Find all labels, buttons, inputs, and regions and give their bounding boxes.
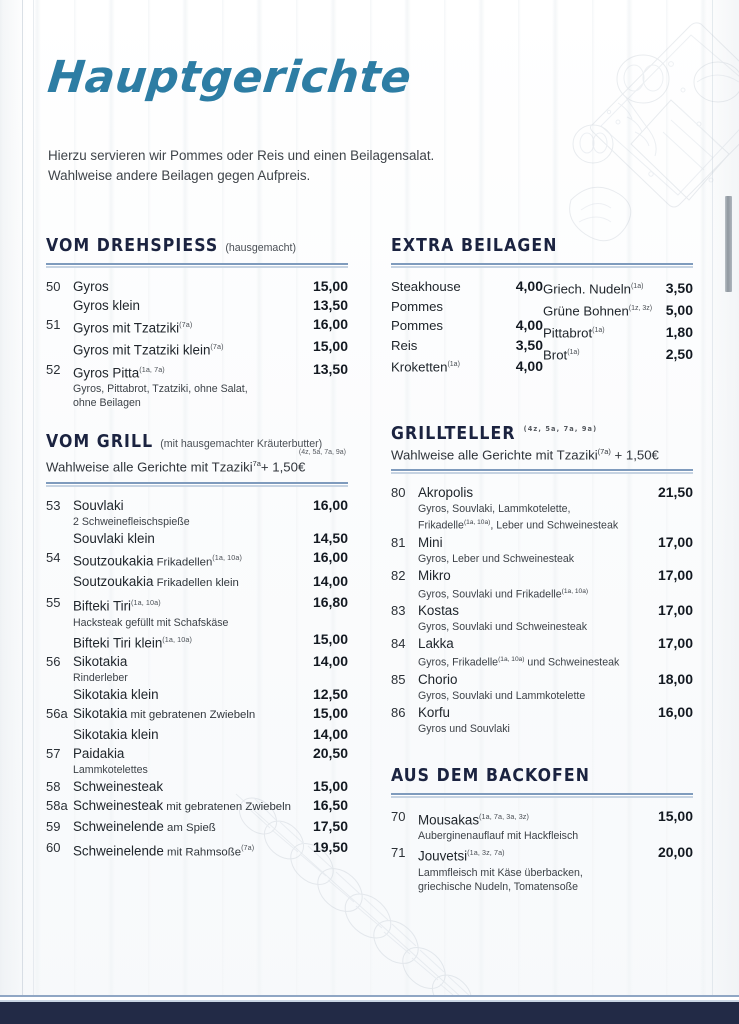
item-price: 20,00	[657, 844, 693, 861]
menu-item-row	[46, 548, 348, 572]
item-price: 17,00	[657, 635, 693, 652]
section-note: (mit hausgemachter Kräuterbutter)	[160, 438, 323, 451]
spacer-cell	[46, 763, 73, 777]
section-divider	[46, 482, 348, 487]
section-tzaziki-note-grillteller	[391, 447, 693, 462]
menu-item-row	[46, 817, 348, 838]
menu-item-row	[391, 703, 693, 722]
menu-items-drehspiess	[46, 277, 348, 410]
menu-item-row	[46, 277, 348, 296]
beilage-row	[391, 316, 543, 336]
menu-item-description-row	[46, 382, 348, 410]
section-aus-dem-backofen	[391, 766, 693, 894]
menu-item-description-row	[391, 620, 693, 634]
tzaziki-note-prefix: Wahlweise alle Gerichte mit Tzaziki	[46, 459, 253, 475]
beilage-name: Brot$^{(1a)}$	[543, 347, 580, 363]
section-note: (hausgemacht)	[225, 242, 296, 254]
item-number: 82	[391, 567, 406, 583]
item-description: Gyros, Souvlaki und Schweinesteak	[418, 621, 587, 634]
beilage-price: 4,00	[515, 317, 543, 333]
section-heading-grillteller	[391, 424, 693, 444]
beilage-row	[543, 321, 693, 343]
item-name: Soutzoukakia Frikadellen$^{(1a, 10a)}$	[73, 552, 242, 569]
item-price: 15,00	[312, 630, 348, 647]
item-price: 15,00	[312, 278, 348, 294]
item-name: Schweinesteak mit gebratenen Zwiebeln	[73, 798, 291, 814]
beilage-row	[391, 336, 543, 356]
item-number	[46, 529, 73, 548]
menu-item-row	[391, 843, 693, 865]
section-vom-grill	[46, 432, 348, 862]
item-price: 15,00	[312, 705, 348, 722]
spacer-cell	[391, 689, 418, 703]
item-price: 17,50	[312, 818, 348, 835]
spacer-cell	[46, 671, 73, 685]
beilage-name: Pommes	[391, 298, 444, 314]
item-price: 18,00	[657, 670, 693, 687]
item-price: 15,00	[312, 338, 348, 355]
menu-item-row	[46, 296, 348, 315]
menu-item-description-row	[391, 866, 693, 894]
menu-items-grill	[46, 496, 348, 863]
item-name: Mikro	[418, 567, 451, 583]
menu-items-backofen	[391, 807, 693, 894]
item-price: 15,00	[657, 807, 693, 824]
section-allergen-note: (4z, 5a, 7a, 9a)	[523, 424, 598, 433]
item-name: Korfu	[418, 704, 451, 720]
menu-item-row	[46, 796, 348, 817]
item-number: 80	[391, 485, 406, 501]
section-heading-backofen	[391, 766, 693, 786]
section-heading-text: VOM DREHSPIESS	[46, 236, 219, 256]
menu-item-row	[46, 777, 348, 796]
item-number: 56	[46, 654, 61, 670]
beilage-price: 3,50	[515, 336, 543, 353]
item-description: Gyros, Souvlaki, Lammkotelette, Frikadelle$^{(1a, 10a)}$, Leber und Schweinesteak	[418, 503, 619, 532]
menu-item-row	[46, 652, 348, 671]
section-divider	[391, 263, 693, 268]
scrollbar-thumb[interactable]	[725, 196, 732, 292]
menu-item-description-row	[391, 653, 693, 670]
item-description: Lammfleisch mit Käse überbacken, griechische Nudeln, Tomatensoße	[418, 866, 583, 893]
section-vom-drehspiess	[46, 236, 348, 410]
spacer-cell	[391, 866, 418, 894]
item-description: Gyros und Souvlaki	[418, 722, 510, 735]
beilage-price: 4,00	[515, 278, 543, 294]
page-edge-line-right	[712, 0, 713, 1024]
item-name: Gyros klein	[73, 298, 140, 313]
menu-item-row	[46, 838, 348, 862]
item-name: Soutzoukakia Frikadellen klein	[73, 574, 239, 590]
item-price: 14,00	[312, 726, 348, 743]
item-number: 55	[46, 595, 61, 611]
item-number	[46, 572, 73, 593]
item-name: Gyros mit Tzatziki$^{(7a)}$	[73, 320, 193, 336]
item-price: 19,50	[312, 839, 348, 856]
spacer-cell	[391, 552, 418, 566]
tzaziki-note-sup: (7a)	[597, 446, 611, 456]
item-name: Kostas	[418, 603, 459, 619]
beilage-row	[391, 297, 543, 317]
section-divider	[391, 793, 693, 798]
item-description: Auberginenauflauf mit Hackfleisch	[418, 830, 579, 843]
menu-item-row	[391, 566, 693, 585]
intro-line-2: Wahlweise andere Beilagen gegen Aufpreis.	[48, 168, 311, 183]
menu-item-description-row	[391, 689, 693, 703]
menu-item-row	[46, 685, 348, 704]
item-number	[46, 725, 73, 744]
item-number	[46, 296, 73, 315]
item-name: Souvlaki	[73, 497, 124, 513]
tzaziki-note-suffix: + 1,50€	[260, 459, 306, 475]
menu-item-row	[46, 630, 348, 652]
item-number	[46, 337, 73, 359]
item-number: 70	[391, 808, 406, 824]
spacer-cell	[46, 515, 73, 529]
item-name: Schweinesteak	[73, 779, 164, 795]
menu-item-row	[391, 670, 693, 689]
item-name: Bifteki Tiri$^{(1a, 10a)}$	[73, 598, 161, 614]
item-description: Rinderleber	[73, 672, 128, 685]
item-price: 20,50	[312, 745, 348, 762]
item-name: Bifteki Tiri klein$^{(1a, 10a)}$	[73, 634, 192, 651]
item-name: Sikotakia klein	[73, 727, 159, 743]
beilagen-column-1	[391, 277, 543, 377]
item-number: 83	[391, 603, 406, 619]
item-price: 16,00	[312, 496, 348, 513]
footer-rule	[0, 995, 739, 1002]
menu-item-row	[46, 593, 348, 615]
item-name: Paidakia	[73, 746, 125, 762]
item-price: 17,00	[657, 533, 693, 550]
spacer-cell	[391, 502, 418, 533]
item-number: 85	[391, 671, 406, 687]
page-fold-line	[33, 0, 34, 1024]
beilage-name: Kroketten$^{(1a)}$	[391, 359, 460, 375]
beilage-row	[391, 355, 543, 377]
item-description: Hacksteak gefüllt mit Schafskäse	[73, 616, 229, 629]
item-number: 51	[46, 317, 61, 332]
spacer-cell	[391, 829, 418, 843]
item-price: 16,00	[312, 316, 348, 332]
item-description: Gyros, Leber und Schweinesteak	[418, 552, 575, 565]
menu-item-row	[391, 601, 693, 620]
beilage-name: Griech. Nudeln$^{(1a)}$	[543, 281, 644, 297]
beilage-name: Pittabrot$^{(1a)}$	[543, 325, 605, 341]
menu-item-description-row	[46, 671, 348, 685]
tzaziki-note-sup: 7a	[252, 459, 261, 469]
spacer-cell	[391, 620, 418, 634]
intro-text	[48, 146, 468, 186]
menu-item-description-row	[391, 722, 693, 736]
item-description: Gyros, Frikadelle$^{(1a, 10a)}$ und Schweinesteak	[418, 656, 620, 669]
spacer-cell	[391, 653, 418, 670]
beilage-row	[543, 343, 693, 365]
menu-item-row	[46, 337, 348, 359]
section-heading-text: EXTRA BEILAGEN	[391, 236, 558, 256]
tzaziki-note-suffix: + 1,50€	[610, 447, 659, 463]
menu-item-description-row	[391, 585, 693, 602]
beilage-name: Steakhouse	[391, 279, 461, 294]
item-price: 13,50	[312, 360, 348, 377]
item-description: Gyros, Souvlaki und Lammkotelette	[418, 689, 586, 702]
beilage-name: Grüne Bohnen$^{(1z, 3z)}$	[543, 303, 653, 319]
menu-item-row	[46, 704, 348, 725]
section-heading-text: GRILLTELLER	[391, 423, 516, 444]
spacer-cell	[391, 585, 418, 602]
item-number	[46, 630, 73, 652]
item-price: 14,50	[312, 529, 348, 546]
beilage-row	[391, 277, 543, 297]
item-price: 14,00	[312, 653, 348, 670]
beilage-name: Pommes	[391, 318, 444, 333]
item-number: 58a	[46, 798, 68, 814]
item-name: Akropolis	[418, 485, 474, 501]
item-number: 57	[46, 746, 61, 762]
item-name: Lakka	[418, 636, 454, 652]
section-tzaziki-note-grill	[46, 459, 348, 474]
beilage-price: 1,80	[665, 324, 693, 341]
item-name: Souvlaki klein	[73, 530, 155, 546]
item-price: 17,00	[657, 602, 693, 619]
item-name: Sikotakia klein	[73, 687, 159, 703]
menu-item-row	[46, 725, 348, 744]
item-name: Mini	[418, 534, 443, 550]
spacer-cell	[46, 382, 73, 410]
item-description: Gyros, Souvlaki und Frikadelle$^{(1a, 10a)}$	[418, 587, 589, 601]
section-grillteller	[391, 424, 693, 736]
beilagen-grid	[391, 277, 693, 377]
menu-item-row	[391, 483, 693, 502]
item-name: Gyros Pitta$^{(1a, 7a)}$	[73, 364, 165, 381]
menu-item-description-row	[46, 515, 348, 529]
item-price: 17,00	[657, 566, 693, 583]
item-name: Chorio	[418, 671, 458, 687]
menu-item-row	[46, 496, 348, 515]
item-number: 84	[391, 636, 406, 652]
item-number: 81	[391, 534, 406, 550]
menu-item-description-row	[391, 502, 693, 533]
beilage-row	[543, 277, 693, 299]
section-divider	[46, 263, 348, 268]
menu-item-row	[391, 533, 693, 552]
beilage-name: Reis	[391, 337, 418, 353]
item-number: 50	[46, 279, 61, 294]
section-heading-drehspiess	[46, 236, 348, 256]
item-price: 13,50	[312, 297, 348, 313]
item-number: 52	[46, 361, 61, 377]
beilagen-column-2	[543, 277, 693, 377]
item-name: Jouvetsi$^{(1a, 3z, 7a)}$	[418, 848, 505, 864]
item-price: 16,50	[312, 797, 348, 814]
item-name: Gyros mit Tzatziki klein$^{(7a)}$	[73, 342, 224, 358]
section-divider	[391, 469, 693, 474]
beilage-price: 3,50	[665, 280, 693, 297]
beilage-price: 4,00	[515, 358, 543, 375]
menu-items-grillteller	[391, 483, 693, 736]
item-name: Sikotakia	[73, 654, 128, 670]
intro-line-1: Hierzu servieren wir Pommes oder Reis und einen Beilagensalat.	[48, 148, 435, 163]
menu-item-description-row	[391, 829, 693, 843]
grill-platter-illustration	[475, 4, 739, 254]
item-number	[46, 685, 73, 704]
item-number: 86	[391, 704, 406, 720]
beilage-row	[543, 299, 693, 321]
item-number: 56a	[46, 706, 68, 722]
beilage-price: 5,00	[665, 302, 693, 319]
beilage-price: 2,50	[665, 346, 693, 363]
item-price: 16,00	[657, 703, 693, 720]
item-number: 60	[46, 840, 61, 856]
section-heading-text: VOM GRILL	[46, 432, 154, 453]
page-edge-line-left	[22, 0, 23, 1024]
item-name: Schweinelende mit Rahmsoße$^{(7a)}$	[73, 843, 255, 859]
spacer-cell	[46, 616, 73, 630]
item-price: 15,00	[312, 778, 348, 795]
item-name: Schweinelende am Spieß	[73, 819, 216, 835]
menu-item-row	[391, 807, 693, 829]
page-title: Hauptgerichte	[45, 52, 414, 103]
menu-item-description-row	[391, 552, 693, 566]
item-description: Gyros, Pittabrot, Tzatziki, ohne Salat, ohne Beilagen	[73, 383, 248, 410]
section-heading-text: AUS DEM BACKOFEN	[391, 765, 591, 786]
spacer-cell	[391, 722, 418, 736]
menu-item-row	[46, 315, 348, 337]
footer-bar	[0, 1002, 739, 1024]
item-name: Sikotakia mit gebratenen Zwiebeln	[73, 706, 256, 722]
section-heading-beilagen	[391, 236, 693, 256]
item-price: 16,80	[312, 594, 348, 611]
menu-item-row	[46, 360, 348, 382]
item-price: 14,00	[312, 573, 348, 590]
item-number: 58	[46, 779, 61, 795]
item-price: 12,50	[312, 686, 348, 703]
item-number: 54	[46, 549, 61, 565]
menu-item-row	[46, 572, 348, 593]
tzaziki-note-prefix: Wahlweise alle Gerichte mit Tzaziki	[391, 447, 598, 463]
item-name: Gyros	[73, 279, 109, 294]
item-number: 53	[46, 497, 61, 513]
item-number: 59	[46, 819, 61, 835]
menu-item-row	[46, 744, 348, 763]
item-price: 16,00	[312, 548, 348, 565]
menu-item-description-row	[46, 763, 348, 777]
item-description: 2 Schweinefleischspieße	[73, 515, 190, 528]
item-price: 21,50	[657, 484, 693, 501]
item-name: Mousakas$^{(1a, 7a, 3a, 3z)}$	[418, 811, 529, 828]
section-extra-beilagen	[391, 236, 693, 377]
menu-item-description-row	[46, 616, 348, 630]
item-number: 71	[391, 845, 406, 861]
menu-item-row	[391, 634, 693, 653]
menu-item-row	[46, 529, 348, 548]
section-allergen-note: (4z, 5a, 7a, 9a)	[298, 449, 346, 457]
item-description: Lammkotelettes	[73, 764, 148, 777]
